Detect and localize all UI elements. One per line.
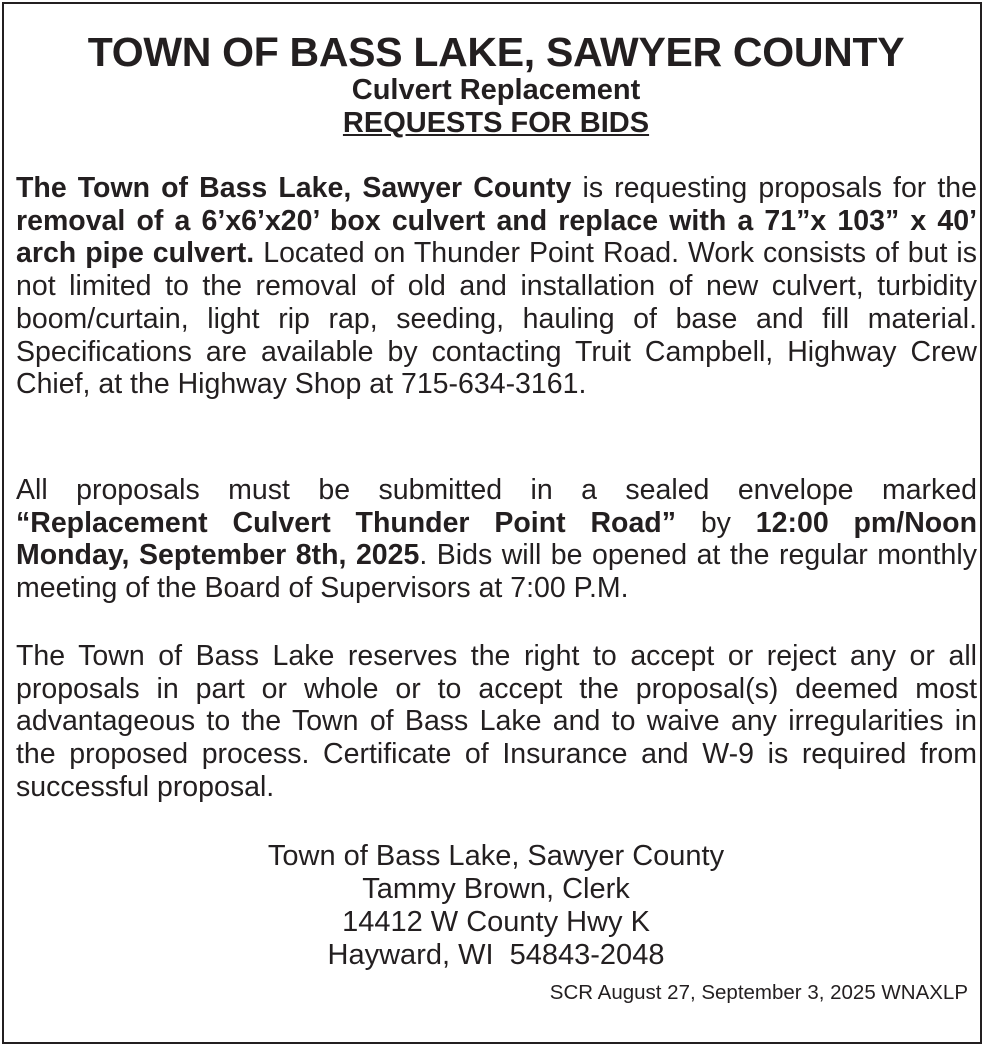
notice-title: TOWN OF BASS LAKE, SAWYER COUNTY (87, 29, 905, 75)
deadline-bold: 12:00 pm/Noon Monday, September 8th, 2025 (16, 506, 977, 572)
paragraph1-text-1: is requesting proposals for the (571, 172, 978, 204)
paragraph1-text-2: Located on Thunder Point Road. Work consists of but is not limited to the removal of old and installation of new culvert, turbidity boom/curtain, light rip rap, seeding, hauling of base and fill material. Specifications are available by contacting Truit Campbell, Highway Crew Chief, at the Highway Shop at 715-634-3161. (16, 237, 977, 401)
envelope-marking-bold: “Replacement Culvert Thunder Point Road” (16, 506, 676, 539)
legal-notice (2, 2, 982, 1044)
culvert-scope-bold: removal of a 6’x6’x20’ box culvert and replace with a 71”x 103” x 40’ arch pipe culvert. (16, 204, 977, 270)
paragraph2-text-1: All proposals must be submitted in a sealed envelope marked (16, 474, 977, 506)
paragraph-project-description (16, 172, 977, 401)
signature-street-address: 14412 W County Hwy K (342, 906, 650, 938)
signature-town: Town of Bass Lake, Sawyer County (267, 840, 725, 872)
signature-clerk: Tammy Brown, Clerk (362, 873, 630, 905)
notice-heading-requests-for-bids: REQUESTS FOR BIDS (342, 107, 650, 139)
publication-dates: SCR August 27, September 3, 2025 WNAXLP (549, 981, 968, 1004)
signature-city-state-zip: Hayward, WI 54843-2048 (327, 939, 665, 971)
paragraph-submission-deadline (16, 474, 977, 605)
town-name-bold: The Town of Bass Lake, Sawyer County (16, 172, 572, 204)
paragraph-reservation-of-rights: The Town of Bass Lake reserves the right to accept or reject any or all proposals in part or whole or to accept the proposal(s) deemed most advantageous to the Town of Bass Lake and to waive any irregularities in the proposed process. Certificate of Insurance and W-9 is required from successful proposal. (16, 640, 977, 803)
paragraph2-text-2: by (675, 506, 756, 539)
notice-subtitle: Culvert Replacement (351, 74, 641, 106)
signature-block (4, 840, 988, 972)
paragraph2-text-3: . Bids will be opened at the regular monthly meeting of the Board of Supervisors at 7:00 P.M. (16, 539, 977, 605)
